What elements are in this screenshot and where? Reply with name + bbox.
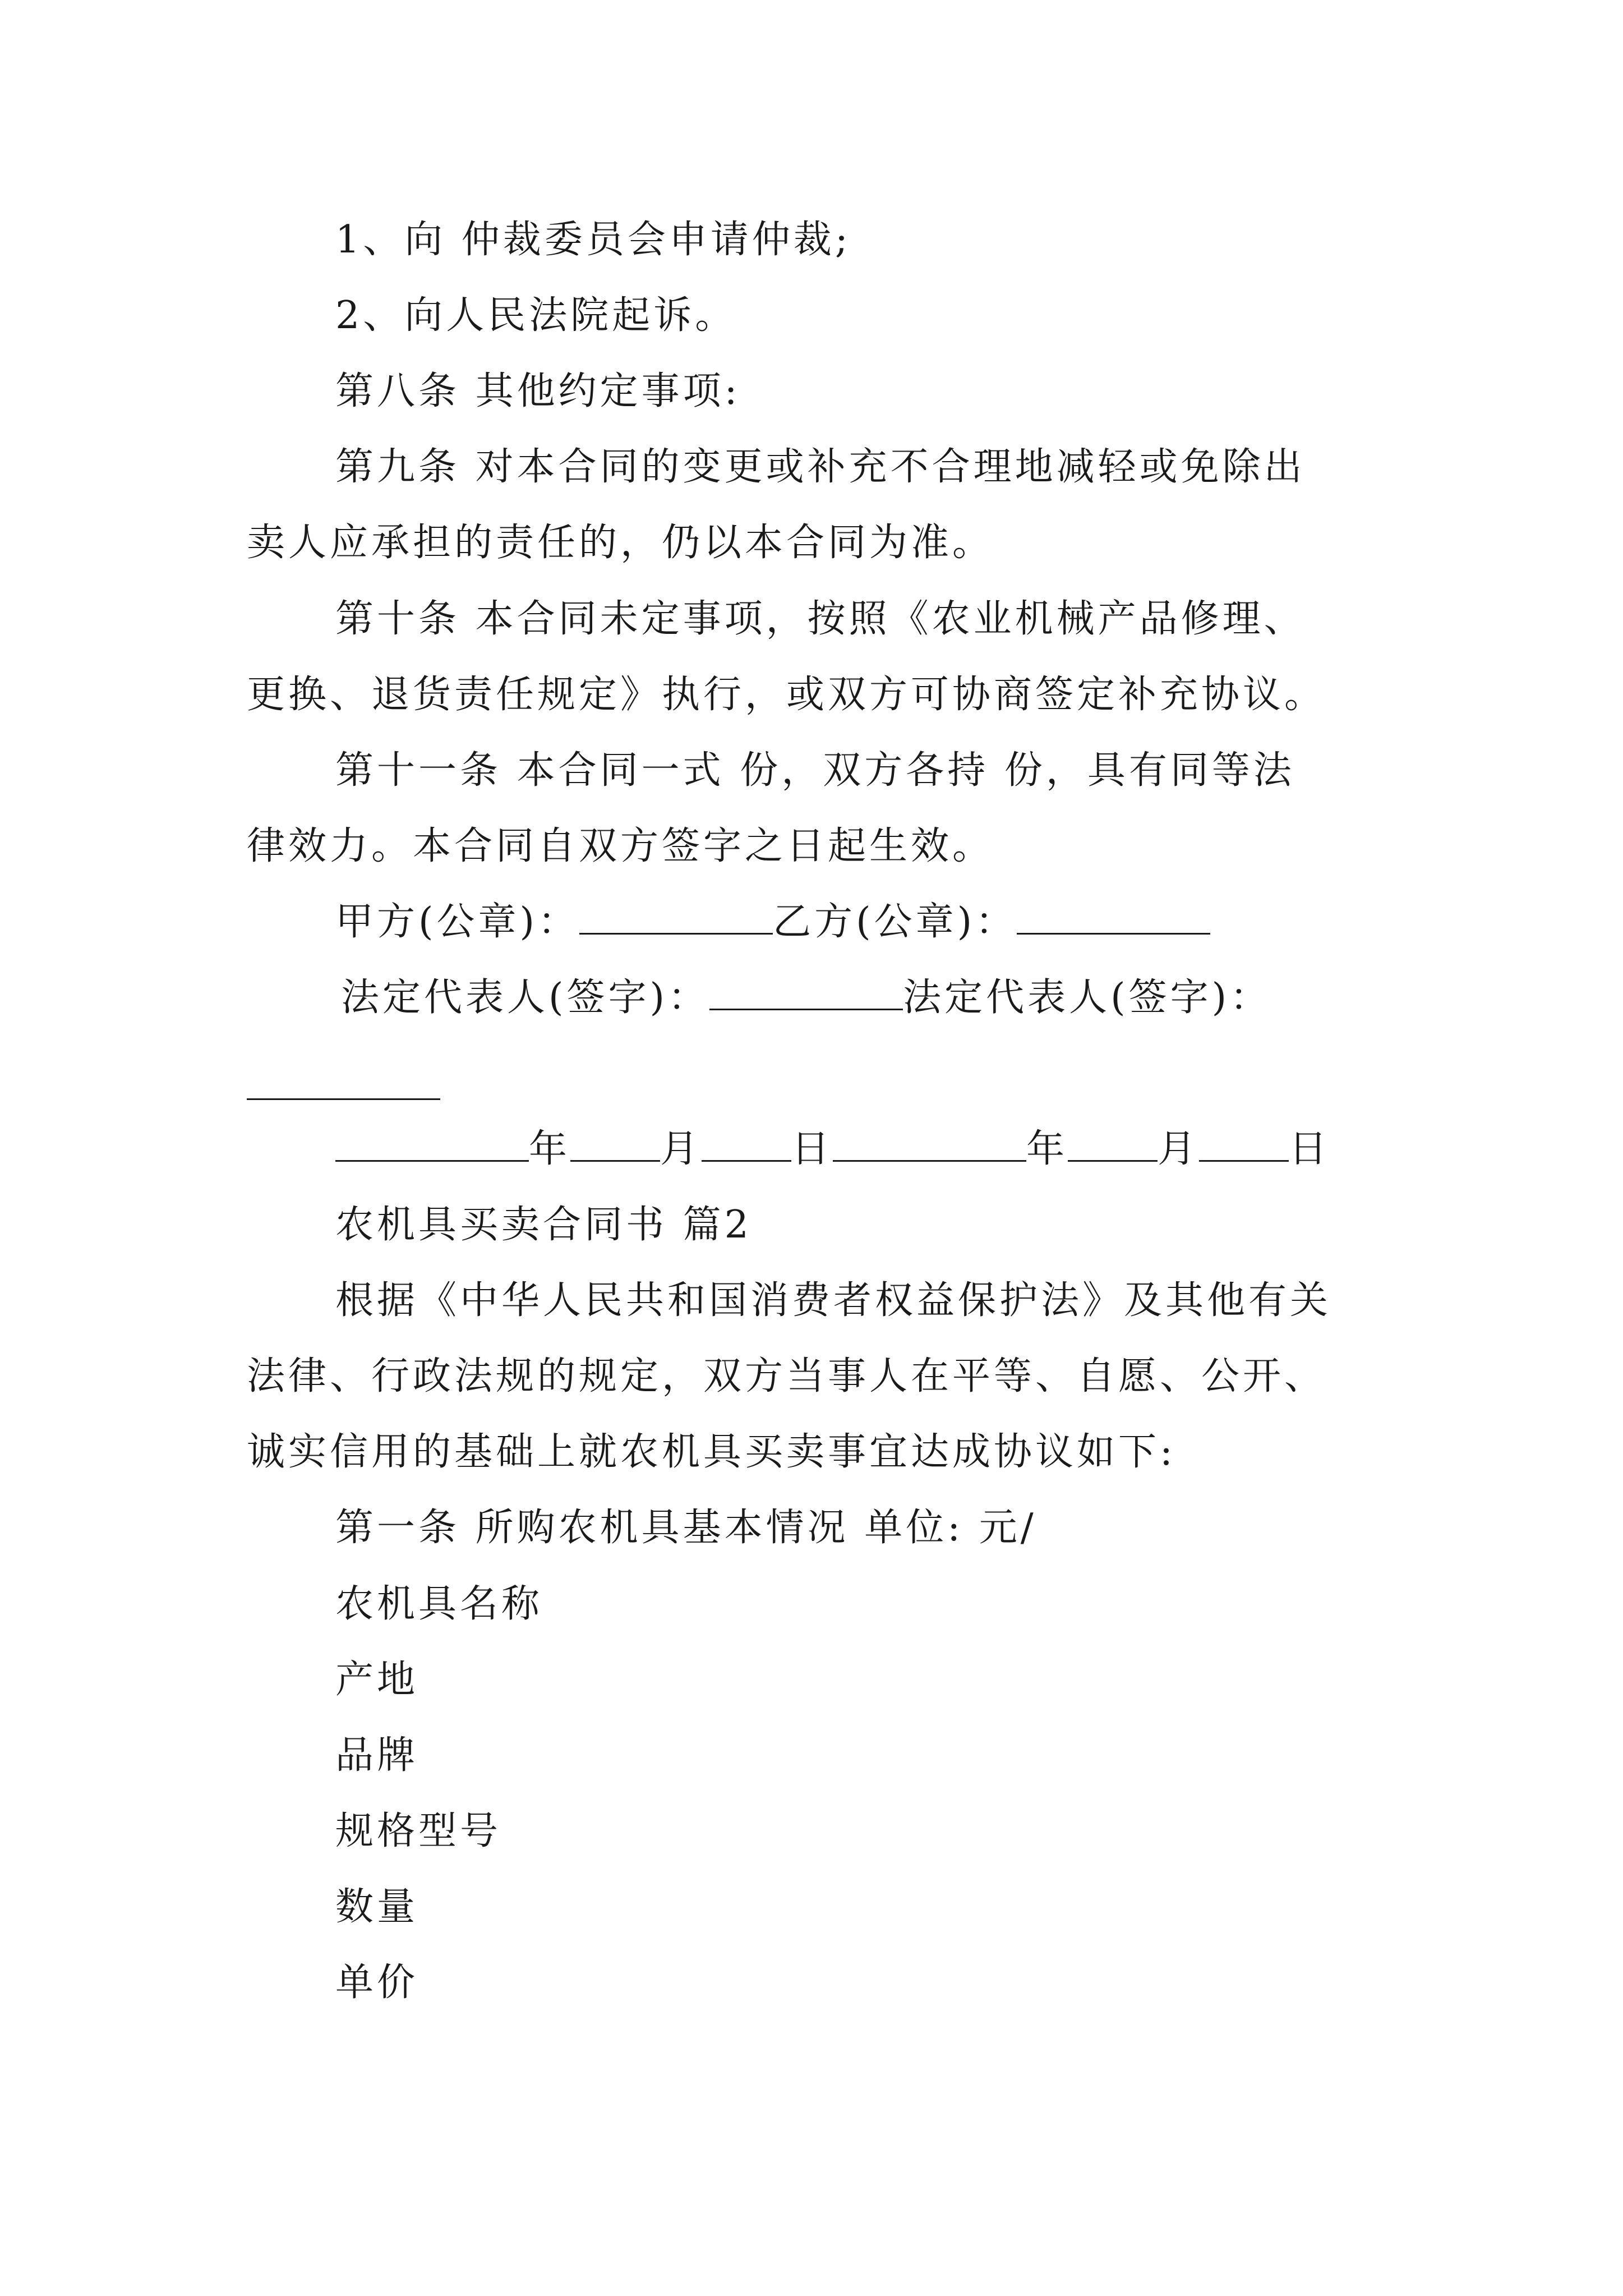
origin-label: 产地 bbox=[335, 1658, 419, 1702]
unit-price-label: 单价 bbox=[335, 1961, 419, 2005]
signing-date-line bbox=[335, 1122, 1330, 1176]
party-a-year-blank bbox=[335, 1126, 529, 1162]
preamble-line-3: 诚实信用的基础上就农机具买卖事宜达成协议如下: bbox=[247, 1430, 1176, 1474]
party-a-month-label: 月 bbox=[660, 1127, 702, 1171]
article-11-line-2: 律效力。本合同自双方签字之日起生效。 bbox=[247, 824, 994, 868]
contract-2-title: 农机具买卖合同书 篇2 bbox=[335, 1203, 752, 1247]
article-10-line-2: 更换、退货责任规定》执行，或双方可协商签定补充协议。 bbox=[247, 673, 1326, 717]
party-b-day-label: 日 bbox=[1289, 1127, 1331, 1171]
party-a-day-blank bbox=[702, 1126, 791, 1162]
party-b-day-blank bbox=[1199, 1126, 1289, 1162]
party-a-day-label: 日 bbox=[791, 1127, 833, 1171]
article-1-heading: 第一条 所购农机具基本情况 单位: 元/ bbox=[335, 1506, 1037, 1550]
machine-name-label: 农机具名称 bbox=[335, 1582, 543, 1626]
party-b-month-label: 月 bbox=[1158, 1127, 1200, 1171]
party-a-seal-blank bbox=[579, 899, 773, 935]
preamble-line-2: 法律、行政法规的规定，双方当事人在平等、自愿、公开、 bbox=[247, 1354, 1326, 1398]
article-8-heading: 第八条 其他约定事项: bbox=[335, 369, 741, 413]
party-b-year-blank bbox=[833, 1126, 1026, 1162]
party-b-seal-blank bbox=[1017, 899, 1210, 935]
party-seal-line bbox=[335, 895, 1210, 949]
brand-label: 品牌 bbox=[335, 1733, 419, 1778]
article-9-line-1: 第九条 对本合同的变更或补充不合理地减轻或免除出 bbox=[335, 445, 1306, 489]
article-9-line-2: 卖人应承担的责任的，仍以本合同为准。 bbox=[247, 521, 994, 565]
arbitration-option-line: 1、向 仲裁委员会申请仲裁; bbox=[335, 218, 851, 262]
party-b-representative-label: 法定代表人(签字)： bbox=[903, 976, 1272, 1020]
quantity-label: 数量 bbox=[335, 1885, 419, 1929]
party-a-month-blank bbox=[570, 1126, 660, 1162]
article-11-line-1: 第十一条 本合同一式 份，双方各持 份，具有同等法 bbox=[335, 748, 1295, 793]
lawsuit-option-line: 2、向人民法院起诉。 bbox=[335, 293, 737, 338]
article-10-line-1: 第十条 本合同未定事项，按照《农业机械产品修理、 bbox=[335, 597, 1306, 641]
representative-signature-line bbox=[341, 971, 1271, 1025]
party-a-seal-label: 甲方(公章)： bbox=[335, 900, 580, 944]
party-a-year-label: 年 bbox=[529, 1127, 571, 1171]
party-b-representative-blank bbox=[247, 1098, 440, 1100]
party-b-seal-label: 乙方(公章)： bbox=[773, 900, 1017, 944]
party-b-year-label: 年 bbox=[1026, 1127, 1068, 1171]
party-a-representative-blank bbox=[709, 975, 903, 1010]
party-b-month-blank bbox=[1068, 1126, 1158, 1162]
party-a-representative-label: 法定代表人(签字)： bbox=[341, 976, 710, 1020]
preamble-line-1: 根据《中华人民共和国消费者权益保护法》及其他有关 bbox=[335, 1278, 1332, 1323]
model-label: 规格型号 bbox=[335, 1809, 502, 1853]
